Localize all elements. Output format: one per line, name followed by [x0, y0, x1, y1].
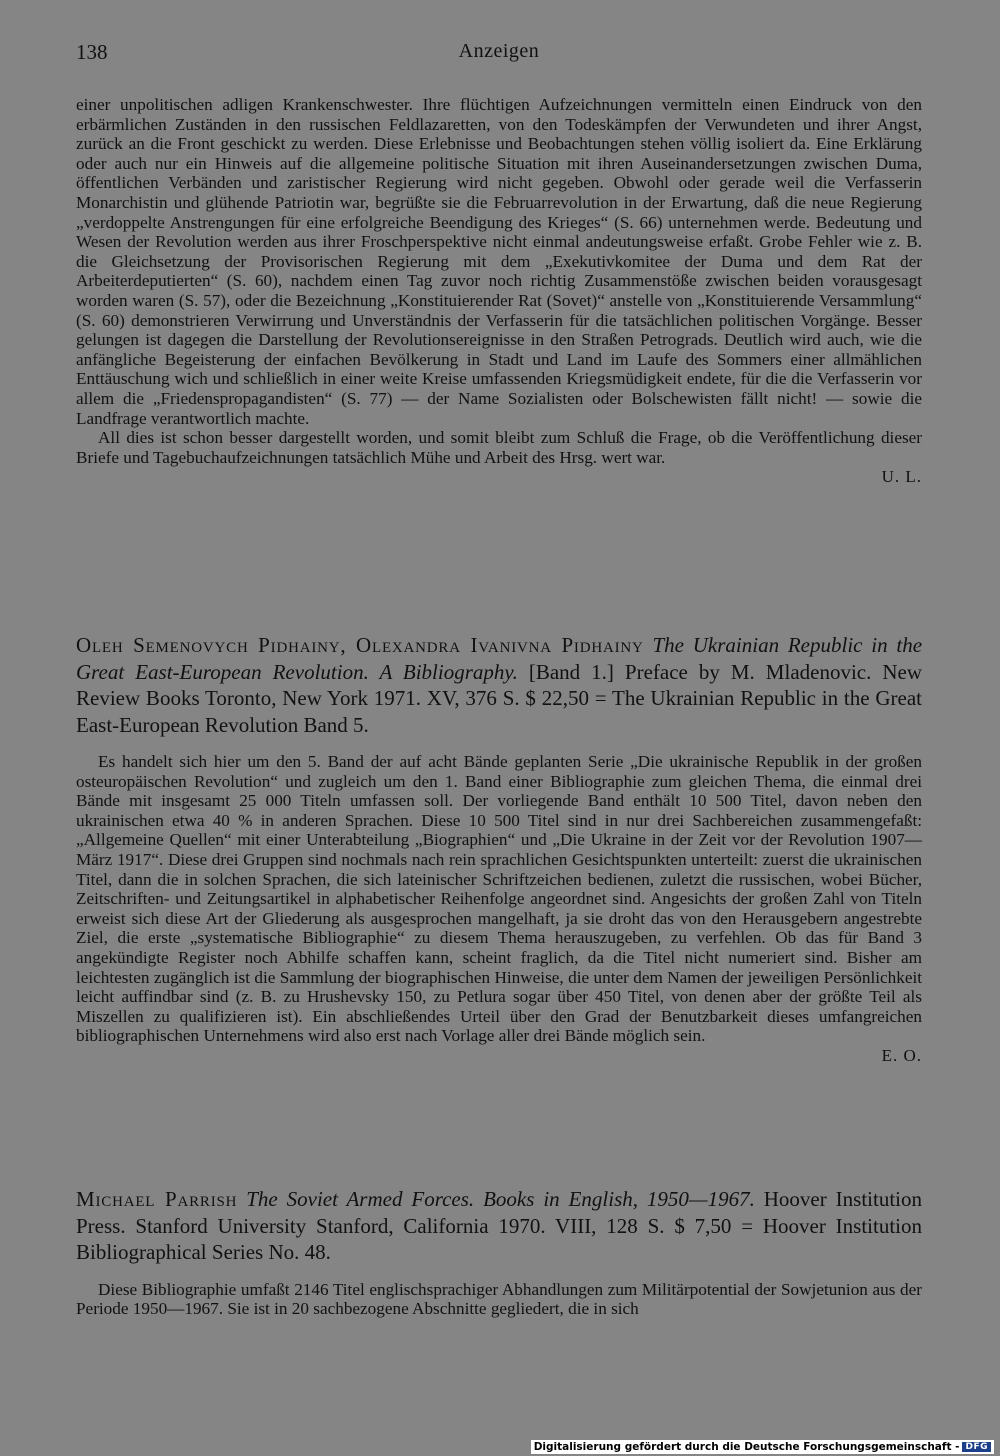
review-2-details: [Band 1.] Preface by M. Mladenovic. New Review Books Toronto, New York 1971. XV, 376 S. $ 22,50 = The Ukrainian Republic in the Great East-European Revolution Band 5.: [76, 659, 923, 737]
page-number: 138: [76, 40, 108, 64]
digitization-footer: [531, 1440, 994, 1454]
review-1: [76, 95, 922, 487]
review-3-paragraph-1: Diese Bibliographie umfaßt 2146 Titel englischsprachiger Abhandlungen zum Militärpotential der Sowjetunion aus der Periode 1950—1967. Sie ist in 20 sachbezogene Abschnitte gegliedert, die in sich: [76, 1279, 922, 1319]
review-2-title: The Ukrainian Republic in the Great East-European Revolution. A Bibliography.: [76, 633, 923, 684]
review-2-authors: Oleh Semenovych Pidhainy, Olexandra Ivanivna Pidhainy: [76, 633, 644, 657]
review-1-paragraph-2: All dies ist schon besser dargestellt worden, und somit bleibt zum Schluß die Frage, ob die Veröffentlichung dieser Briefe und Tagebuchaufzeichnungen tatsächlich Mühe und Arbeit des Hrsg. wert war.: [76, 428, 922, 467]
page-header: [76, 40, 922, 70]
review-1-paragraph-1: einer unpolitischen adligen Krankenschwester. Ihre flüchtigen Aufzeichnungen vermitteln einen Eindruck von den erbärmlichen Zuständen in den russischen Feldlazaretten, von den Todeskämpfen der Verwundeten und ihrer Angst, zurück an die Front geschickt zu werden. Diese Erlebnisse und Beobachtungen stehen völlig isoliert da. Eine Erklärung oder auch nur ein Hinweis auf die allgemeine politische Situation mit ihren Auseinandersetzungen zwischen Duma, öffentlichen Verbänden und zaristischer Regierung wird nicht gegeben. Obwohl oder gerade weil die Verfasserin Monarchistin und glühende Patriotin war, begrüßte sie die Februarrevolution in der Erwartung, daß die neue Regierung „verdoppelte Anstrengungen für eine erfolgreiche Beendigung des Krieges“ (S. 66) unternehmen werde. Bedeutung und Wesen der Revolution werden aus ihrer Froschperspektive nicht einmal andeutungsweise erfaßt. Grobe Fehler wie z. B. die Gleichsetzung der Provisorischen Regierung mit dem „Exekutivkomitee der Duma und dem Rat der Arbeiterdeputierten“ (S. 60), nachdem einen Tag zuvor noch richtig Zusammenstöße zwischen beiden vorausgesagt worden waren (S. 57), oder die Bezeichnung „Konstituierender Rat (Sovet)“ anstelle von „Konstituierende Versammlung“ (S. 60) demonstrieren Verwirrung und Unverständnis der Verfasserin für die tatsächlichen politischen Vorgänge. Besser gelungen ist dagegen die Darstellung der Revolutionsereignisse in den Straßen Petrograds. Deutlich wird auch, wie die anfängliche Begeisterung der einfachen Bevölkerung in Stadt und Land im Laufe des Sommers einer allmählichen Enttäuschung wich und schließlich in einer weite Kreise umfassenden Kriegsmüdigkeit endete, für die die Verfasserin vor allem die „Friedenspropagandisten“ (S. 77) — der Name Sozialisten oder Bolschewisten fällt nicht! — sowie die Landfrage verantwortlich machte.: [76, 95, 922, 428]
footer-text: Digitalisierung gefördert durch die Deutsche Forschungsgemeinschaft -: [533, 1441, 960, 1453]
review-2-citation: [76, 632, 922, 738]
running-head: Anzeigen: [458, 40, 540, 62]
review-3-title: The Soviet Armed Forces. Books in English, 1950—1967.: [246, 1187, 755, 1211]
review-1-initials: U. L.: [881, 467, 922, 487]
dfg-logo-icon: DFG: [962, 1442, 991, 1452]
review-2-paragraph-1: Es handelt sich hier um den 5. Band der auf acht Bände geplanten Serie „Die ukrainische Republik in der großen osteuropäischen Revolution“ und zugleich um den 1. Band einer Bibliographie zum gleichen Thema, die einmal drei Bände mit insgesamt 25 000 Titeln umfassen soll. Der vorliegende Band enthält 10 500 Titel, davon neben den ukrainischen etwa 40 % in anderen Sprachen. Diese 10 500 Titel sind in nur drei Sachbereichen zusammengefaßt: „Allgemeine Quellen“ mit einer Unterabteilung „Biographien“ und „Die Ukraine in der Zeit vor der Revolution 1907—März 1917“. Diese drei Gruppen sind nochmals nach rein sprachlichen Gesichtspunkten unterteilt: zuerst die ukrainischen Titel, dann die in solchen Sprachen, die sich lateinischer Schriftzeichen bedienen, zuletzt die russischen, wobei Bücher, Zeitschriften- und Zeitungsartikel in alphabetischer Reihenfolge angeordnet sind. Angesichts der großen Zahl von Titeln erweist sich diese Art der Gliederung als ausgesprochen mangelhaft, ja sie droht das von den Herausgebern angestrebte Ziel, die erste „systematische Bibliographie“ zu diesem Thema herauszugeben, zu verfehlen. Ob das für Band 3 angekündigte Register noch Abhilfe schaffen kann, scheint fraglich, da die Titel nicht numeriert sind. Bisher am leichtesten zugänglich ist die Sammlung der biographischen Hinweise, die unter dem Namen der jeweiligen Persönlichkeit leicht auffindbar sind (z. B. zu Hrushevsky 150, zu Petlura sogar über 450 Titel, von denen aber der größte Teil als Miszellen zu qualifizieren ist). Ein abschließendes Urteil über den Grad der Benutzbarkeit dieses umfangreichen bibliographischen Unternehmens wird also erst nach Vorlage aller drei Bände möglich sein.: [76, 752, 922, 1046]
review-2-initials: E. O.: [881, 1045, 922, 1065]
review-3-details: Hoover Institution Press. Stanford University Stanford, California 1970. VIII, 128 S. $ 7,50 = Hoover Institution Bibliographical Series No. 48.: [76, 1187, 923, 1264]
review-3-author: Michael Parrish: [76, 1187, 238, 1211]
review-2: [76, 632, 922, 1066]
review-3: [76, 1186, 922, 1319]
review-3-citation: [76, 1186, 922, 1266]
